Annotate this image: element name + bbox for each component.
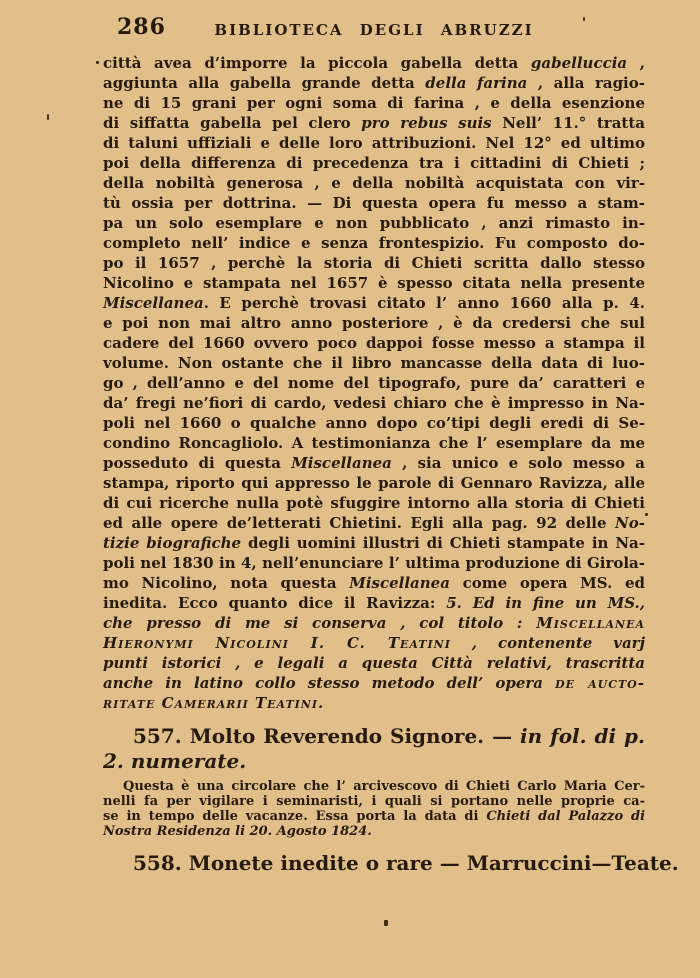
text-line — [103, 93, 645, 113]
text-line — [103, 653, 645, 673]
text-line — [103, 433, 645, 453]
ink-speck — [645, 513, 648, 516]
ink-speck — [384, 920, 388, 926]
text-segment: ed alle opere de’letterati Chietini. Egli alla pag. 92 delle — [103, 514, 616, 532]
text-segment: cadere del 1660 ovvero poco dappoi fosse messo a stampa il — [103, 334, 645, 352]
text-segment: della farina — [425, 74, 528, 92]
text-line — [103, 851, 679, 876]
text-segment: poli nel 1660 o qualche anno dopo co’tipi degli eredi di Se- — [103, 414, 645, 432]
text-segment: pa un solo esemplare e non pubblicato , anzi rimasto in- — [103, 214, 645, 232]
text-line — [103, 724, 645, 749]
text-line — [103, 453, 645, 473]
text-line — [103, 333, 645, 353]
text-segment: Chieti dal Palazzo di — [486, 809, 646, 824]
text-line — [103, 233, 645, 253]
text-line — [103, 133, 645, 153]
text-segment: 5. Ed in fine un MS., — [446, 594, 645, 612]
page-header — [103, 14, 645, 42]
text-segment: Hieronymi Nicolini I. C. Teatini — [103, 634, 451, 652]
entry-557-heading — [103, 724, 645, 774]
text-segment: che presso di me si conserva , col titolo : — [103, 614, 537, 632]
text-segment: gabelluccia — [530, 54, 628, 72]
text-segment: posseduto di questa — [103, 454, 292, 472]
text-segment: completo nell’ indice e senza frontespizio. Fu composto do- — [103, 234, 645, 252]
text-line — [103, 473, 645, 493]
entry-558-heading — [103, 851, 679, 876]
text-segment: degli uomini illustri di Chieti stampate in Na- — [241, 534, 645, 552]
text-line — [103, 153, 645, 173]
text-line — [103, 533, 645, 553]
text-segment: nelli fa per vigilare i seminaristi, i quali si portano nelle proprie ca- — [103, 794, 645, 809]
text-line — [103, 73, 645, 93]
text-segment: della nobiltà generosa , e della nobiltà acquistata con vir- — [103, 174, 645, 192]
text-segment: ne di 15 grani per ogni soma di farina , e della esenzione — [103, 94, 645, 112]
text-segment: di taluni uffiziali e delle loro attribuzioni. Nel 12° ed ultimo — [103, 134, 645, 152]
text-segment: da’ fregi ne’fiori di cardo, vedesi chiaro che è impresso in Na- — [103, 394, 645, 412]
text-line — [103, 353, 645, 373]
text-segment: se in tempo delle vacanze. Essa porta la data di — [103, 809, 487, 824]
entry-557-note — [103, 779, 645, 839]
text-segment: , — [627, 54, 645, 72]
text-segment: aggiunta alla gabella grande detta — [103, 74, 426, 92]
text-segment: Questa è una circolare che l’ arcivescovo di Chieti Carlo Maria Cer- — [123, 779, 645, 794]
text-line — [103, 253, 645, 273]
text-segment: , sia unico e solo messo a — [391, 454, 646, 472]
text-segment: Miscellanea — [349, 574, 450, 592]
text-line — [103, 553, 645, 573]
text-segment: 558. Monete inedite o rare — Marruccini—Teate. — [133, 851, 679, 875]
main-text-block — [103, 53, 645, 713]
text-segment: inedita. Ecco quanto dice il Ravizza: — [103, 594, 447, 612]
text-line — [103, 393, 645, 413]
text-segment: ritate Camerarii Teatini — [103, 694, 318, 712]
text-segment: condino Roncagliolo. A testimonianza che l’ esemplare da me — [103, 434, 645, 452]
text-line — [103, 824, 645, 839]
text-line — [103, 593, 645, 613]
ink-speck — [96, 61, 99, 64]
text-segment: go , dell’anno e del nome del tipografo, pure da’ caratteri e — [103, 374, 645, 392]
text-segment: volume. Non ostante che il libro mancasse della data di luo- — [103, 354, 645, 372]
text-segment: Miscellanea — [536, 614, 645, 632]
text-segment: No- — [615, 514, 645, 532]
page-number: 286 — [117, 14, 166, 40]
text-line — [103, 809, 645, 824]
text-line — [103, 749, 645, 774]
text-segment: , contenente varj — [450, 634, 645, 652]
text-line — [103, 673, 645, 693]
text-segment: mo Nicolino, nota questa — [103, 574, 350, 592]
text-line — [103, 513, 645, 533]
text-segment: in fol. di p. — [520, 724, 645, 748]
text-line — [103, 613, 645, 633]
text-segment: 2. numerate. — [103, 749, 247, 773]
text-segment: città avea d’imporre la piccola gabella detta — [103, 54, 531, 72]
text-segment: Miscellanea — [103, 294, 204, 312]
text-segment: pro rebus suis — [361, 114, 492, 132]
ink-speck — [47, 114, 49, 120]
text-line — [103, 573, 645, 593]
ink-speck — [583, 17, 585, 21]
text-line — [103, 313, 645, 333]
text-segment: tizie biografiche — [103, 534, 242, 552]
text-segment: Nell’ 11.° tratta — [491, 114, 645, 132]
text-segment: poi della differenza di precedenza tra i cittadini di Chieti ; — [103, 154, 645, 172]
text-line — [103, 693, 645, 713]
text-segment: poli nel 1830 in 4, nell’enunciare l’ ultima produzione di Girola- — [103, 554, 645, 572]
text-segment: anche in latino collo stesso metodo dell’ opera — [103, 674, 556, 692]
text-segment: e poi non mai altro anno posteriore , è da credersi che sul — [103, 314, 645, 332]
text-line — [103, 794, 645, 809]
text-line — [103, 779, 645, 794]
text-line — [103, 273, 645, 293]
text-line — [103, 53, 645, 73]
running-title: BIBLIOTECA DEGLI ABRUZZI — [214, 21, 534, 39]
text-line — [103, 113, 645, 133]
text-line — [103, 493, 645, 513]
text-segment: Miscellanea — [291, 454, 392, 472]
text-segment: tù ossia per dottrina. — Di questa opera fu messo a stam- — [103, 194, 645, 212]
text-segment: come opera MS. ed — [449, 574, 645, 592]
text-line — [103, 413, 645, 433]
text-line — [103, 293, 645, 313]
text-segment: . — [317, 694, 324, 712]
text-line — [103, 173, 645, 193]
text-segment: stampa, riporto qui appresso le parole di Gennaro Ravizza, alle — [103, 474, 645, 492]
text-line — [103, 373, 645, 393]
text-segment: 557. Molto Reverendo Signore. — — [133, 724, 521, 748]
text-segment: de aucto- — [555, 674, 645, 692]
text-segment: . E perchè trovasi citato l’ anno 1660 alla p. 4. — [203, 294, 645, 312]
text-line — [103, 633, 645, 653]
text-segment: po il 1657 , perchè la storia di Chieti scritta dallo stesso — [103, 254, 645, 272]
text-line — [103, 193, 645, 213]
text-segment: , alla ragio- — [527, 74, 645, 92]
text-line — [103, 213, 645, 233]
text-segment: Nicolino e stampata nel 1657 è spesso citata nella presente — [103, 274, 645, 292]
text-segment: Nostra Residenza li 20. Agosto 1824. — [103, 824, 372, 839]
text-segment: di cui ricerche nulla potè sfuggire intorno alla storia di Chieti — [103, 494, 645, 512]
text-segment: punti istorici , e legali a questa Città relativi, trascritta — [103, 654, 645, 672]
text-segment: di siffatta gabella pel clero — [103, 114, 362, 132]
